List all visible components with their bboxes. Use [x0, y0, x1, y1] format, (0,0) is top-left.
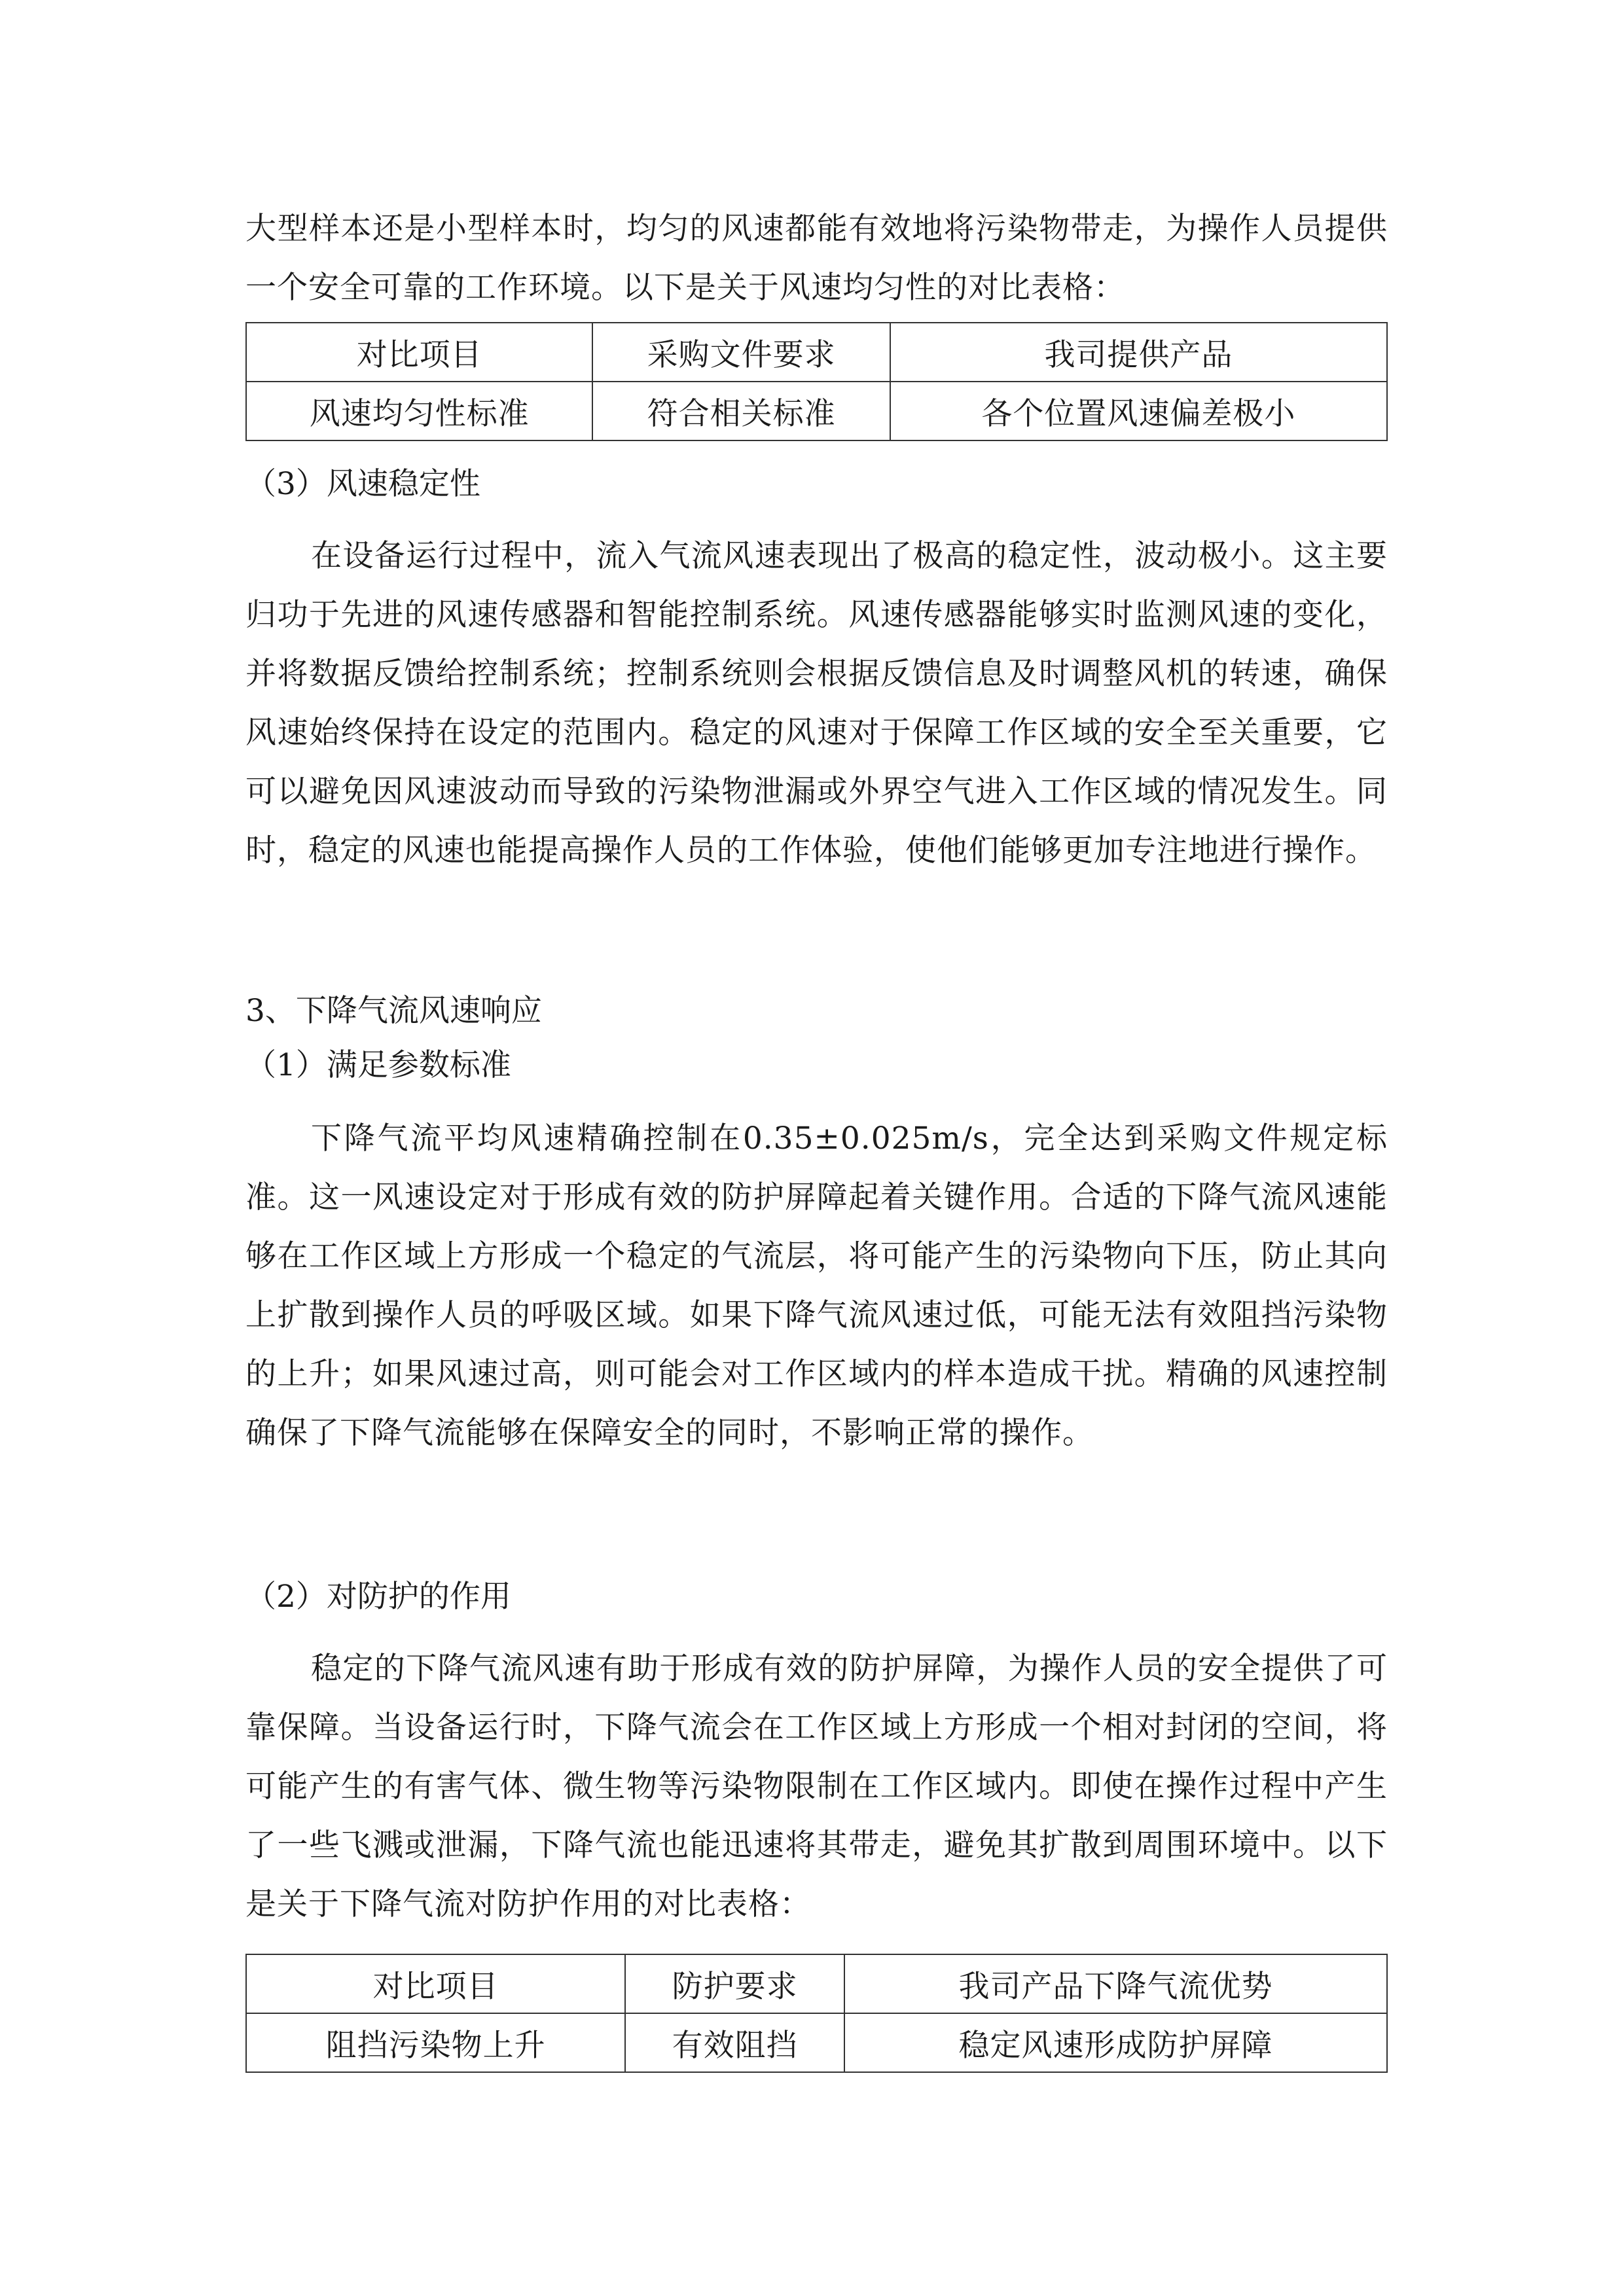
table-header-cell: 对比项目 [246, 323, 592, 382]
subsection-heading-standard: （1）满足参数标准 [245, 1047, 511, 1083]
section-heading-downflow: 3、下降气流风速响应 [245, 993, 542, 1029]
table-header-row [246, 1954, 1387, 2013]
table-cell: 符合相关标准 [592, 382, 890, 440]
table-cell: 有效阻挡 [625, 2013, 844, 2072]
table-cell: 各个位置风速偏差极小 [890, 382, 1387, 440]
table-cell: 阻挡污染物上升 [246, 2013, 625, 2072]
intro-paragraph: 大型样本还是小型样本时，均匀的风速都能有效地将污染物带走，为操作人员提供一个安全可靠的工作环境。以下是关于风速均匀性的对比表格： [245, 211, 1388, 306]
wind-stability-paragraph: 在设备运行过程中，流入气流风速表现出了极高的稳定性，波动极小。这主要归功于先进的风速传感器和智能控制系统。风速传感器能够实时监测风速的变化，并将数据反馈给控制系统；控制系统则会根据反馈信息及时调整风机的转速，确保风速始终保持在设定的范围内。稳定的风速对于保障工作区域的安全至关重要，它可以避免因风速波动而导致的污染物泄漏或外界空气进入工作区域的情况发生。同时，稳定的风速也能提高操作人员的工作体验，使他们能够更加专注地进行操作。 [245, 538, 1388, 869]
subsection-heading-protection: （2）对防护的作用 [245, 1579, 511, 1615]
table-row [246, 2013, 1387, 2072]
protection-paragraph: 稳定的下降气流风速有助于形成有效的防护屏障，为操作人员的安全提供了可靠保障。当设备运行时，下降气流会在工作区域上方形成一个相对封闭的空间，将可能产生的有害气体、微生物等污染物限制在工作区域内。即使在操作过程中产生了一些飞溅或泄漏，下降气流也能迅速将其带走，避免其扩散到周围环境中。以下是关于下降气流对防护作用的对比表格： [245, 1651, 1388, 1922]
protection-comparison-table [245, 1954, 1388, 2073]
section-heading-wind-stability: （3）风速稳定性 [245, 466, 480, 502]
table-row [246, 382, 1387, 440]
table-header-row [246, 323, 1387, 382]
table-header-cell: 我司产品下降气流优势 [844, 1954, 1387, 2013]
table-header-cell: 我司提供产品 [890, 323, 1387, 382]
uniformity-comparison-table [245, 322, 1388, 441]
table-header-cell: 防护要求 [625, 1954, 844, 2013]
standard-paragraph: 下降气流平均风速精确控制在0.35±0.025m/s，完全达到采购文件规定标准。这一风速设定对于形成有效的防护屏障起着关键作用。合适的下降气流风速能够在工作区域上方形成一个稳定的气流层，将可能产生的污染物向下压，防止其向上扩散到操作人员的呼吸区域。如果下降气流风速过低，可能无法有效阻挡污染物的上升；如果风速过高，则可能会对工作区域内的样本造成干扰。精确的风速控制确保了下降气流能够在保障安全的同时，不影响正常的操作。 [245, 1121, 1388, 1451]
table-cell: 稳定风速形成防护屏障 [844, 2013, 1387, 2072]
table-cell: 风速均匀性标准 [246, 382, 592, 440]
table-header-cell: 采购文件要求 [592, 323, 890, 382]
table-header-cell: 对比项目 [246, 1954, 625, 2013]
